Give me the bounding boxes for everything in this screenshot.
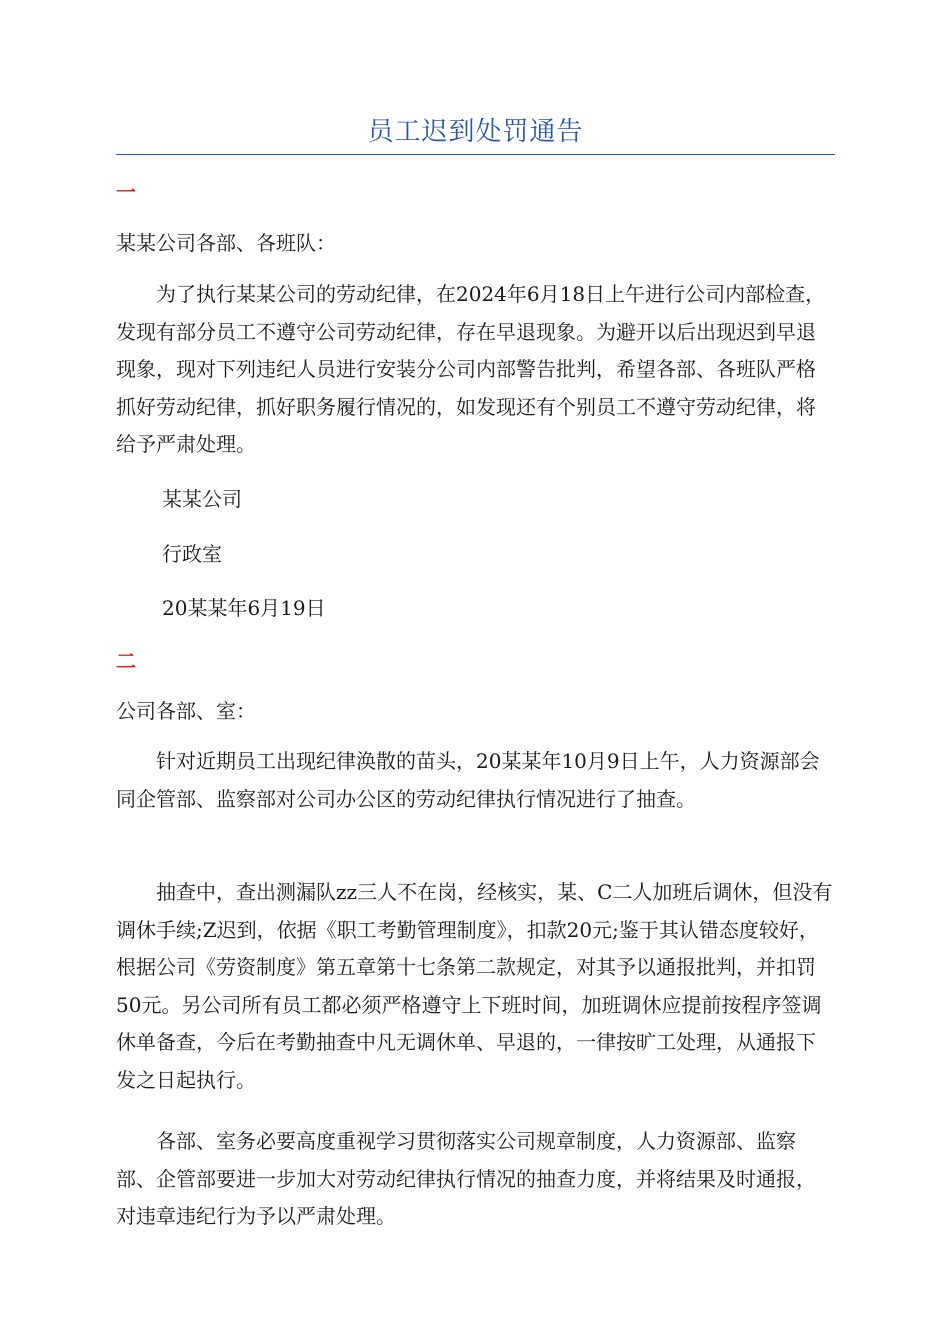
section-marker-2: 二 <box>116 649 136 673</box>
signature-office: 行政室 <box>162 542 222 566</box>
body-paragraph-2: 针对近期员工出现纪律涣散的苗头，20某某年10月9日上午，人力资源部会同企管部、监察部对公司办公区的劳动纪律执行情况进行了抽查。 <box>116 749 820 811</box>
section-marker-1: 一 <box>116 180 136 204</box>
document-title: 员工迟到处罚通告 <box>367 117 584 147</box>
body-paragraph-1: 为了执行某某公司的劳动纪律，在2024年6月18日上午进行公司内部检查，发现有部分员工不遵守公司劳动纪律，存在早退现象。为避开以后出现迟到早退现象，现对下列违纪人员进行安装分公司内部警告批判，希望各部、各班队严格抓好劳动纪律，抓好职务履行情况的，如发现还有个别员工不遵守劳动纪律，将给予严肃处理。 <box>116 282 826 456</box>
title-underline <box>116 154 835 155</box>
signature-company: 某某公司 <box>162 487 242 511</box>
body-paragraph-3: 抽查中，查出测漏队zz三人不在岗，经核实，某、C二人加班后调休，但没有调休手续;Z迟到，依据《职工考勤管理制度》，扣款20元;鉴于其认错态度较好，根据公司《劳资制度》第五章第十七条第二款规定，对其予以通报批判，并扣罚50元。另公司所有员工都必须严格遵守上下班时间，加班调休应提前按程序签调休单备查，今后在考勤抽查中凡无调休单、早退的，一律按旷工处理，从通报下发之日起执行。 <box>116 880 833 1092</box>
salutation-2: 公司各部、室： <box>116 699 256 723</box>
signature-date: 20某某年6月19日 <box>162 596 326 620</box>
body-paragraph-4: 各部、室务必要高度重视学习贯彻落实公司规章制度，人力资源部、监察部、企管部要进一步加大对劳动纪律执行情况的抽查力度，并将结果及时通报，对违章违纪行为予以严肃处理。 <box>116 1129 816 1228</box>
salutation-1: 某某公司各部、各班队： <box>116 231 336 255</box>
